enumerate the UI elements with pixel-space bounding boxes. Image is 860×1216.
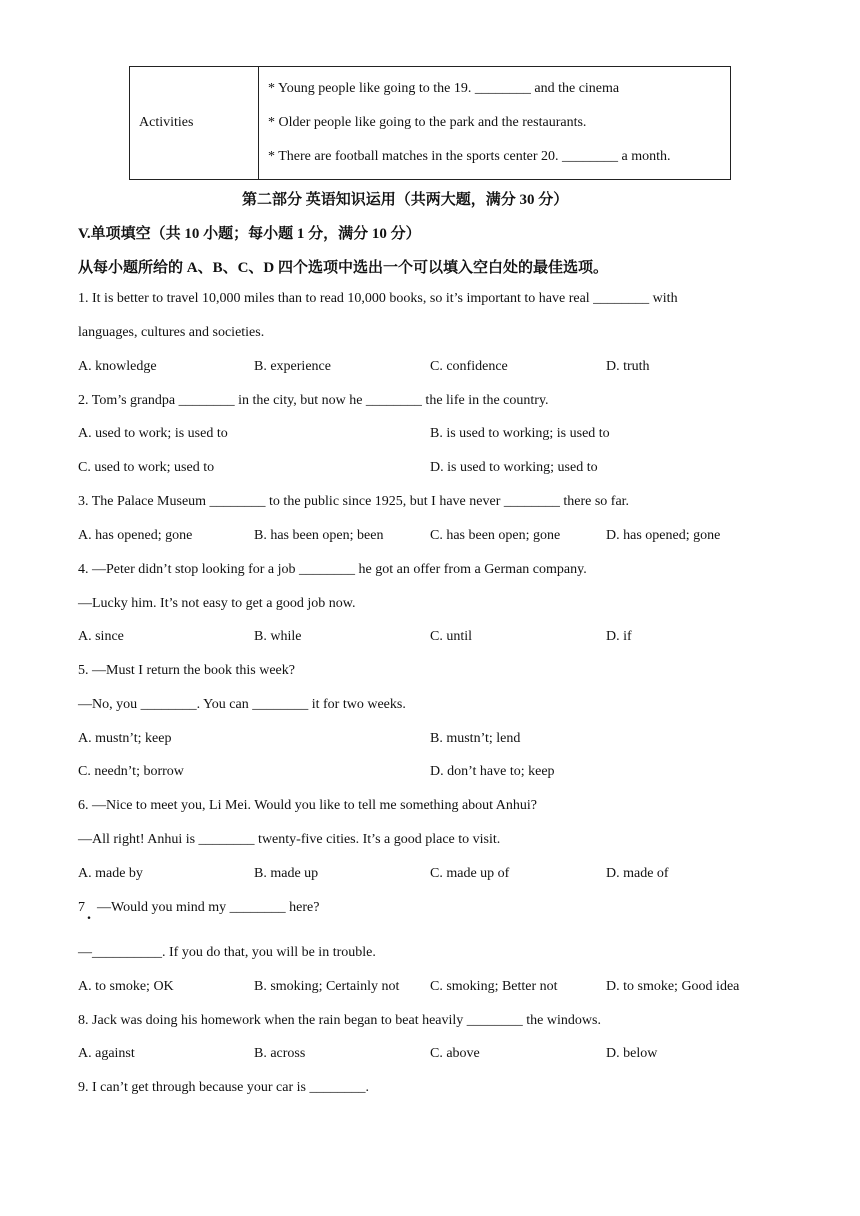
- question-1-option-b: B. experience: [254, 359, 331, 374]
- table-label-cell: [130, 67, 259, 180]
- question-4-option-c: C. until: [430, 629, 473, 644]
- question-4-stem-cont: —Lucky him. It’s not easy to get a good job now.: [78, 596, 356, 611]
- activities-table: [129, 66, 731, 180]
- question-2-option-c: C. used to work; used to: [78, 460, 215, 475]
- question-1-option-d: D. truth: [606, 359, 650, 374]
- question-8-option-d: D. below: [606, 1046, 658, 1061]
- question-5-option-c: C. needn’t; borrow: [78, 764, 184, 779]
- question-2-option-d: D. is used to working; used to: [430, 460, 598, 475]
- question-5-option-b: B. mustn’t; lend: [430, 731, 521, 746]
- table-content-cell: [259, 67, 731, 180]
- question-3-option-a: A. has opened; gone: [78, 528, 193, 543]
- question-7-option-c: C. smoking; Better not: [430, 979, 558, 994]
- question-6-option-b: B. made up: [254, 866, 319, 881]
- question-7-option-a: A. to smoke; OK: [78, 979, 174, 994]
- question-7-option-b: B. smoking; Certainly not: [254, 979, 400, 994]
- question-2-option-a: A. used to work; is used to: [78, 426, 228, 441]
- question-5-option-a: A. mustn’t; keep: [78, 731, 172, 746]
- question-1-option-c: C. confidence: [430, 359, 508, 374]
- question-4-stem: 4. —Peter didn’t stop looking for a job ________ he got an offer from a German company.: [78, 562, 587, 577]
- question-7-stem: —Would you mind my ________ here?: [97, 900, 320, 915]
- question-4-option-b: B. while: [254, 629, 302, 644]
- table-line: * There are football matches in the sports center 20. ________ a month.: [268, 149, 671, 164]
- question-1-stem-cont: languages, cultures and societies.: [78, 325, 265, 340]
- table-line: * Older people like going to the park and the restaurants.: [268, 115, 587, 130]
- question-7-stem-cont: —__________. If you do that, you will be in trouble.: [78, 945, 376, 960]
- question-1-option-a: A. knowledge: [78, 359, 157, 374]
- question-2-option-b: B. is used to working; is used to: [430, 426, 610, 441]
- question-5-stem: 5. —Must I return the book this week?: [78, 663, 295, 678]
- question-6-option-a: A. made by: [78, 866, 143, 881]
- question-5-stem-cont: —No, you ________. You can ________ it for two weeks.: [78, 697, 406, 712]
- question-5-option-d: D. don’t have to; keep: [430, 764, 555, 779]
- part-title: 第二部分 英语知识运用（共两大题，满分 30 分）: [242, 192, 569, 208]
- question-6-option-c: C. made up of: [430, 866, 510, 881]
- question-1-stem: 1. It is better to travel 10,000 miles than to read 10,000 books, so it’s important to have real ________ with: [78, 291, 678, 306]
- table-line: * Young people like going to the 19. ________ and the cinema: [268, 81, 620, 96]
- question-3-stem: 3. The Palace Museum ________ to the public since 1925, but I have never ________ there so far.: [78, 494, 630, 509]
- question-2-stem: 2. Tom’s grandpa ________ in the city, but now he ________ the life in the country.: [78, 393, 549, 408]
- question-8-option-c: C. above: [430, 1046, 480, 1061]
- question-4-option-a: A. since: [78, 629, 124, 644]
- question-6-stem: 6. —Nice to meet you, Li Mei. Would you like to tell me something about Anhui?: [78, 798, 537, 813]
- question-7-option-d: D. to smoke; Good idea: [606, 979, 740, 994]
- question-7-number: 7: [78, 900, 85, 915]
- question-6-option-d: D. made of: [606, 866, 669, 881]
- question-7-dot: .: [87, 906, 91, 923]
- question-8-option-b: B. across: [254, 1046, 306, 1061]
- question-4-option-d: D. if: [606, 629, 632, 644]
- question-8-stem: 8. Jack was doing his homework when the rain began to beat heavily ________ the windows.: [78, 1013, 601, 1028]
- question-8-option-a: A. against: [78, 1046, 135, 1061]
- question-3-option-c: C. has been open; gone: [430, 528, 561, 543]
- table-label: Activities: [139, 115, 194, 130]
- question-6-stem-cont: —All right! Anhui is ________ twenty-five cities. It’s a good place to visit.: [78, 832, 501, 847]
- question-3-option-d: D. has opened; gone: [606, 528, 721, 543]
- section-title: V.单项填空（共 10 小题；每小题 1 分，满分 10 分）: [78, 226, 421, 242]
- question-3-option-b: B. has been open; been: [254, 528, 384, 543]
- question-9-stem: 9. I can’t get through because your car is ________.: [78, 1080, 369, 1095]
- instruction: 从每小题所给的 A、B、C、D 四个选项中选出一个可以填入空白处的最佳选项。: [78, 260, 609, 276]
